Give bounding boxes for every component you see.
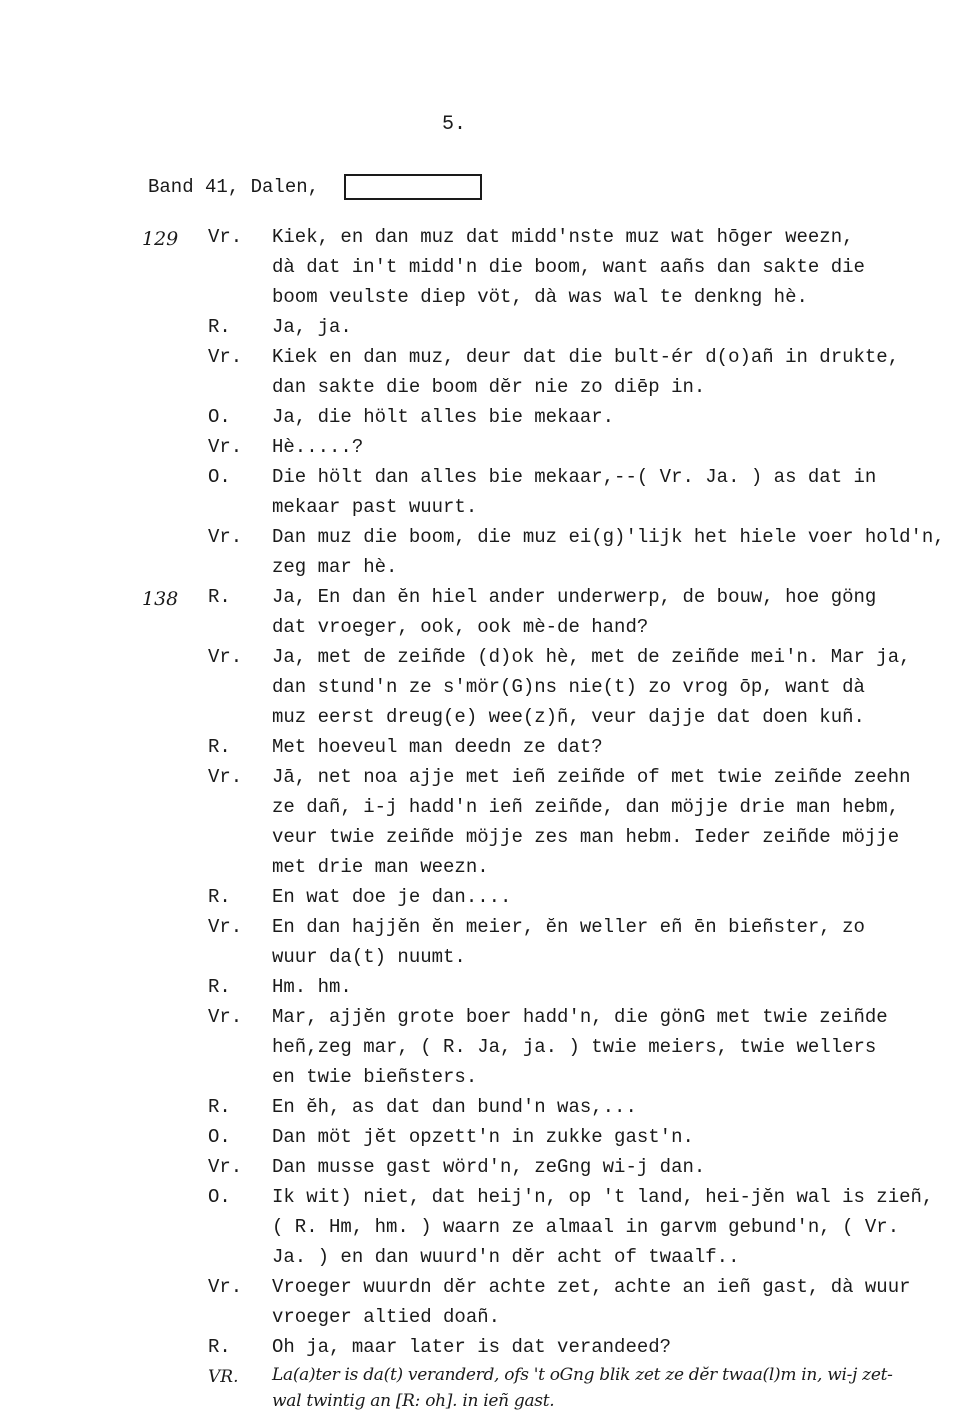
handwritten-utterance-text: La(a)ter is da(t) veranderd, ofs 't oGng blik zet ze dĕr twaa(l)m in, wi-j zet- wal twintig an [R: oh]. in ieñ gast. bbox=[272, 1365, 893, 1411]
speaker-label: Vr. bbox=[208, 1276, 243, 1298]
transcript-turn bbox=[0, 1152, 979, 1182]
margin-annotation: 138 bbox=[142, 588, 179, 610]
transcript-turn bbox=[0, 432, 979, 462]
transcript-turn bbox=[0, 312, 979, 342]
page-number: 5. bbox=[442, 113, 467, 136]
speaker-label: O. bbox=[208, 1186, 231, 1208]
speaker-label: Vr. bbox=[208, 526, 243, 548]
utterance-text: Ja, met de zeiñde (d)ok hè, met de zeiñde mei'n. Mar ja, dan stund'n ze s'mör(G)ns nie(t) zo vrog ōp, want dà muz eerst dreug(e) wee(z)ñ, veur dajje dat doen kuñ. bbox=[272, 646, 911, 728]
utterance-text: Kiek en dan muz, deur dat die bult-ér d(o)añ in drukte, dan sakte die boom dĕr nie zo diēp in. bbox=[272, 346, 900, 398]
utterance-text: Ja, ja. bbox=[272, 316, 352, 338]
utterance-text: Hè.....? bbox=[272, 436, 364, 458]
utterance-text: Ja, die hölt alles bie mekaar. bbox=[272, 406, 615, 428]
speaker-label: R. bbox=[208, 736, 231, 758]
speaker-label: R. bbox=[208, 976, 231, 998]
speaker-label: O. bbox=[208, 1126, 231, 1148]
speaker-label: R. bbox=[208, 1336, 231, 1358]
transcript-turn bbox=[0, 402, 979, 432]
transcript-turn bbox=[0, 522, 979, 582]
redaction-box bbox=[344, 174, 482, 200]
utterance-text: Die hölt dan alles bie mekaar,--( Vr. Ja. ) as dat in mekaar past wuurt. bbox=[272, 466, 877, 518]
utterance-text: Dan möt jĕt opzett'n in zukke gast'n. bbox=[272, 1126, 694, 1148]
utterance-text: Oh ja, maar later is dat verandeed? bbox=[272, 1336, 672, 1358]
speaker-label: VR. bbox=[208, 1367, 239, 1387]
utterance-text: En ĕh, as dat dan bund'n was,... bbox=[272, 1096, 637, 1118]
utterance-text: Hm. hm. bbox=[272, 976, 352, 998]
utterance-text: Mar, ajjĕn grote boer hadd'n, die gönG met twie zeiñde heñ,zeg mar, ( R. Ja, ja. ) twie meiers, twie wellers en twie bieñsters. bbox=[272, 1006, 888, 1088]
transcript-turn bbox=[0, 882, 979, 912]
utterance-text: Dan muz die boom, die muz ei(g)'lijk het hiele voer hold'n, zeg mar hè. bbox=[272, 526, 945, 578]
utterance-text: Met hoeveul man deedn ze dat? bbox=[272, 736, 603, 758]
transcript-turn bbox=[0, 972, 979, 1002]
margin-annotation: 129 bbox=[142, 228, 179, 250]
transcript-turn bbox=[0, 1092, 979, 1122]
transcript-turn bbox=[0, 222, 979, 312]
speaker-label: R. bbox=[208, 1096, 231, 1118]
transcript-turn bbox=[0, 342, 979, 402]
utterance-text: En wat doe je dan.... bbox=[272, 886, 512, 908]
transcript-turn bbox=[0, 1272, 979, 1332]
transcript-turn bbox=[0, 1182, 979, 1272]
transcript-turn bbox=[0, 1122, 979, 1152]
speaker-label: Vr. bbox=[208, 346, 243, 368]
utterance-text: Kiek, en dan muz dat midd'nste muz wat hōger weezn, dà dat in't midd'n die boom, want aañs dan sakte die boom veulste diep vöt, dà was wal te denkng hè. bbox=[272, 226, 865, 308]
transcript-turn bbox=[0, 642, 979, 732]
speaker-label: R. bbox=[208, 316, 231, 338]
transcript-turn bbox=[0, 732, 979, 762]
transcript-turn bbox=[0, 912, 979, 972]
utterance-text: Ik wit) niet, dat heij'n, op 't land, hei-jĕn wal is zieñ, ( R. Hm, hm. ) waarn ze almaal in garvm gebund'n, ( Vr. Ja. ) en dan wuurd'n dĕr acht of twaalf.. bbox=[272, 1186, 934, 1268]
speaker-label: R. bbox=[208, 886, 231, 908]
utterance-text: En dan hajjĕn ĕn meier, ĕn weller eñ ēn bieñster, zo wuur da(t) nuumt. bbox=[272, 916, 865, 968]
document-header: Band 41, Dalen, bbox=[148, 176, 320, 198]
speaker-label: Vr. bbox=[208, 766, 243, 788]
speaker-label: Vr. bbox=[208, 226, 243, 248]
speaker-label: O. bbox=[208, 406, 231, 428]
speaker-label: Vr. bbox=[208, 1006, 243, 1028]
transcript-turn-handwritten bbox=[0, 1362, 979, 1414]
utterance-text: Dan musse gast wörd'n, zeGng wi-j dan. bbox=[272, 1156, 706, 1178]
speaker-label: Vr. bbox=[208, 1156, 243, 1178]
transcript-turn bbox=[0, 762, 979, 882]
transcript-turn bbox=[0, 582, 979, 642]
speaker-label: R. bbox=[208, 586, 231, 608]
utterance-text: Jā, net noa ajje met ieñ zeiñde of met twie zeiñde zeehn ze dañ, i-j hadd'n ieñ zeiñde, dan möjje drie man hebm, veur twie zeiñde möjje zes man hebm. Ieder zeiñde möjje met drie man weezn. bbox=[272, 766, 911, 878]
transcript-turn bbox=[0, 1002, 979, 1092]
transcript bbox=[0, 222, 979, 1414]
speaker-label: Vr. bbox=[208, 916, 243, 938]
speaker-label: Vr. bbox=[208, 436, 243, 458]
speaker-label: Vr. bbox=[208, 646, 243, 668]
speaker-label: O. bbox=[208, 466, 231, 488]
transcript-turn bbox=[0, 1332, 979, 1362]
transcript-turn bbox=[0, 462, 979, 522]
utterance-text: Ja, En dan ĕn hiel ander underwerp, de bouw, hoe göng dat vroeger, ook, ook mè-de hand? bbox=[272, 586, 877, 638]
utterance-text: Vroeger wuurdn dĕr achte zet, achte an ieñ gast, dà wuur vroeger altied doañ. bbox=[272, 1276, 911, 1328]
